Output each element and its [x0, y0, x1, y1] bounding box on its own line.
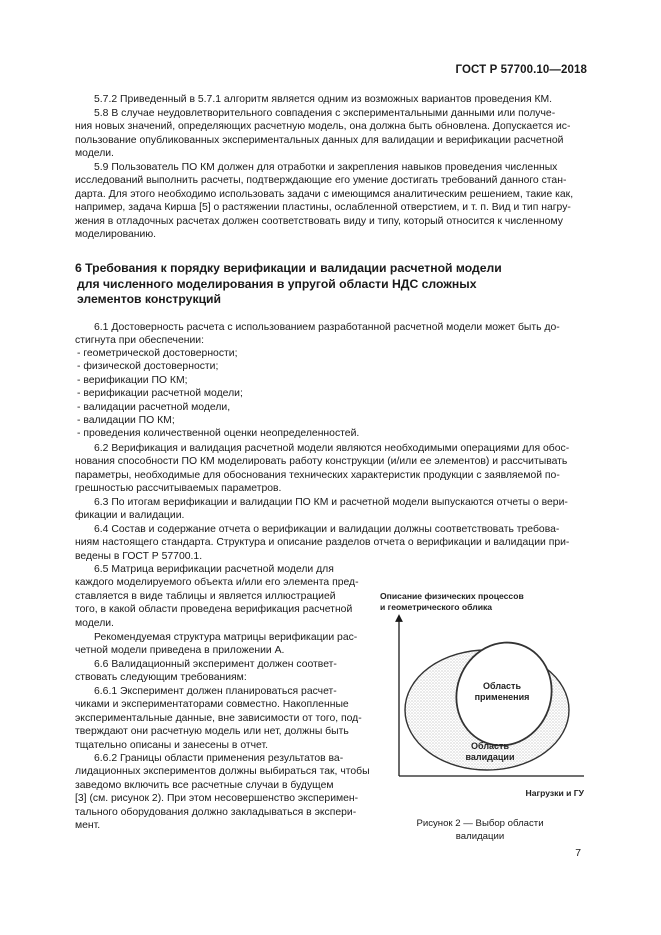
text-line: модели.	[75, 148, 114, 160]
figure-2-caption	[400, 818, 560, 843]
page-number: 7	[575, 848, 581, 859]
text-line: заведомо включить все расчетные случаи в будущем	[75, 779, 334, 791]
paragraph-6-4	[75, 523, 589, 563]
text-line: [3] (см. рисунок 2). При этом несовершенство эксперимен-	[75, 793, 359, 805]
text-line: того, в какой области проведена верификация расчетной	[75, 604, 353, 616]
text-line: экспериментальные данные, вне зависимости от того, под-	[75, 712, 362, 724]
heading-line: 6 Требования к порядку верификации и валидации расчетной модели	[75, 261, 502, 275]
paragraph-6-1	[75, 321, 589, 348]
text-line: 6.2 Верификация и валидация расчетной модели являются необходимыми операциями для обос-	[94, 443, 570, 454]
text-line: стигнута при обеспечении:	[75, 335, 204, 347]
text-line: модели.	[75, 617, 114, 629]
y-axis-label-line-2: и геометрического облика	[380, 602, 493, 612]
application-area-label-1: Область	[482, 681, 522, 691]
text-line: ствовать следующим требованиям:	[75, 672, 247, 684]
paragraph-6-2	[75, 442, 589, 496]
text-line: тщательно описаны и занесены в отчет.	[75, 739, 268, 751]
text-line: 6.4 Состав и содержание отчета о верификации и валидации должны соответствовать требова-	[94, 524, 560, 535]
y-axis-label-line-1: Описание физических процессов	[380, 591, 524, 601]
text-line: 6.5 Матрица верификации расчетной модели для	[94, 564, 334, 575]
paragraph-6-6-1	[75, 685, 365, 752]
paragraph-6-5-recommendation	[75, 631, 365, 658]
text-line: мент.	[75, 820, 101, 832]
text-line: ставляется в виде таблицы и является иллюстрацией	[75, 590, 336, 602]
text-line: ведены в ГОСТ Р 57700.1.	[75, 550, 203, 562]
validation-area-label-2: валидации	[465, 752, 515, 762]
text-line: 5.7.2 Приведенный в 5.7.1 алгоритм является одним из возможных вариантов проведения КМ.	[94, 94, 553, 105]
text-line: моделированию.	[75, 229, 157, 241]
text-line: 6.6.2 Границы области применения результатов ва-	[94, 753, 344, 764]
section-6-heading	[75, 261, 589, 308]
heading-line: элементов конструкций	[77, 292, 222, 306]
list-item: - верификации ПО КМ;	[77, 374, 188, 386]
text-line: параметры, необходимые для обоснования технических характеристик продукции с заявляемой по-	[75, 469, 560, 481]
paragraph-6-5	[75, 563, 365, 630]
text-line: грешностью рассчитываемых параметров.	[75, 483, 282, 495]
text-line: 6.6.1 Эксперимент должен планироваться расчет-	[94, 686, 337, 697]
text-line: пользование опубликованных экспериментальных данных для валидации и верификации расчетной	[75, 134, 564, 146]
text-line: фикации и валидации.	[75, 510, 185, 522]
text-line: тального оборудования должно закладываться в экспери-	[75, 806, 357, 818]
text-line: исследований выполнить расчеты, подтверждающие его умение достигать требований данного стан-	[75, 175, 567, 187]
text-line: дарта. Для этого необходимо использовать задачи с имеющимся аналитическим решением, такие как,	[75, 188, 574, 200]
list-item: - физической достоверности;	[77, 361, 219, 373]
text-line: лидационных экспериментов должны выбираться так, чтобы	[75, 766, 370, 778]
text-line: ниям настоящего стандарта. Структура и описание разделов отчета о верификации и валидации при-	[75, 537, 570, 549]
paragraph-6-6	[75, 658, 365, 685]
list-item: - валидации расчетной модели,	[77, 401, 231, 413]
list-item: - верификации расчетной модели;	[77, 388, 243, 400]
x-axis-label: Нагрузки и ГУ	[525, 788, 584, 798]
text-line: четной модели приведена в приложении А.	[75, 645, 285, 657]
list-item: - геометрической достоверности;	[77, 348, 238, 359]
figure-2-validation-area-diagram	[372, 586, 592, 801]
text-line: 6.6 Валидационный эксперимент должен соответ-	[94, 659, 337, 670]
paragraph-5-8	[75, 107, 589, 161]
application-area-label-2: применения	[474, 692, 530, 702]
text-line: 5.8 В случае неудовлетворительного совпадения с экспериментальными данными или получе-	[94, 108, 556, 119]
text-line: тверждают они расчетную модель или нет, должны быть	[75, 726, 349, 738]
text-line: 5.9 Пользователь ПО КМ должен для отработки и закрепления навыков проведения численных	[94, 162, 558, 173]
text-line: нования способности ПО КМ моделировать работу конструкции (и/или ее элементов) и рассчитывать	[75, 456, 568, 468]
text-line: например, задача Кирша [5] о растяжении пластины, ослабленной отверстием, и т. п. Вид и тип нагру-	[75, 202, 571, 214]
text-line: каждого моделируемого объекта и/или его элемента пред-	[75, 577, 359, 589]
paragraph-5-7-2	[75, 93, 589, 106]
text-line: жения в отладочных расчетах должен соответствовать виду и типу, который относится к численному	[75, 215, 563, 227]
text-line: 6.1 Достоверность расчета с использованием разработанной расчетной модели может быть до-	[94, 322, 560, 333]
document-id: ГОСТ Р 57700.10—2018	[455, 64, 587, 76]
caption-line: Рисунок 2 — Выбор области	[416, 818, 544, 829]
paragraph-6-3	[75, 496, 589, 523]
list-item: - валидации ПО КМ;	[77, 415, 175, 427]
validation-area-label-1: Область	[470, 741, 510, 751]
list-item: - проведения количественной оценки неопределенностей.	[77, 428, 360, 440]
paragraph-6-6-2	[75, 752, 370, 832]
heading-line: для численного моделирования в упругой области НДС сложных	[77, 276, 477, 291]
caption-line: валидации	[455, 830, 505, 842]
text-line: Рекомендуемая структура матрицы верификации рас-	[94, 632, 358, 643]
text-line: ния новых значений, определяющих расчетную модель, она должна быть обновлена. Допускается ис-	[75, 121, 571, 133]
text-line: чиками и экспериментаторами совместно. Накопленные	[75, 699, 349, 711]
paragraph-5-9	[75, 161, 589, 241]
requirements-list	[75, 347, 589, 441]
text-line: 6.3 По итогам верификации и валидации ПО КМ и расчетной модели выпускаются отчеты о вери-	[94, 497, 568, 508]
